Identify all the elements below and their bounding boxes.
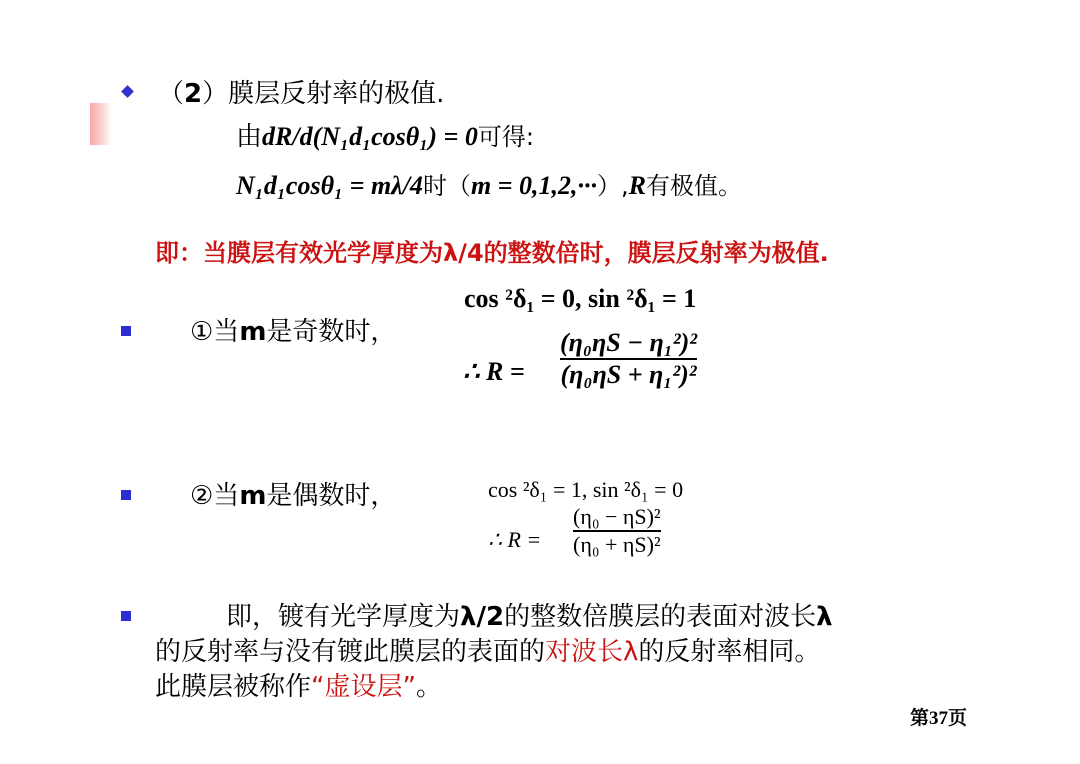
- odd-case-numerator: (η₀ηS − η₁²)²: [560, 328, 698, 357]
- extremum-condition: N₁d₁cosθ₁ = mλ/4时（m = 0,1,2,···）,R有极值。: [236, 171, 742, 200]
- decorative-accent-bar: [90, 103, 112, 145]
- even-case-fraction: [573, 504, 661, 558]
- section-heading: （2）膜层反射率的极值.: [158, 79, 445, 109]
- even-case-label: ②当m是偶数时，: [190, 481, 397, 511]
- odd-case-denominator: (η₀ηS + η₁²)²: [560, 359, 697, 389]
- conclusion-line-2: 的反射率与没有镀此膜层的表面的对波长λ的反射率相同。: [155, 637, 821, 667]
- derivative-condition: 由dR/d(N₁d₁cosθ₁) = 0可得:: [236, 122, 534, 152]
- quarter-wave-statement: 即：当膜层有效光学厚度为λ/4的整数倍时，膜层反射率为极值.: [155, 239, 829, 267]
- even-case-condition: cos ²δ₁ = 1, sin ²δ₁ = 0: [488, 477, 684, 502]
- diamond-bullet-icon: [121, 85, 134, 98]
- page-number: 第37页: [910, 708, 968, 729]
- conclusion-line-1: 即，镀有光学厚度为λ/2的整数倍膜层的表面对波长λ: [226, 602, 833, 632]
- conclusion-line-3: 此膜层被称作“虚设层”。: [155, 672, 442, 702]
- odd-case-therefore: ∴ R =: [463, 357, 525, 386]
- even-case-numerator: (η₀ − ηS)²: [573, 504, 661, 529]
- square-bullet-icon: [121, 490, 131, 500]
- odd-case-condition: cos ²δ₁ = 0, sin ²δ₁ = 1: [464, 284, 697, 313]
- square-bullet-icon: [121, 326, 131, 336]
- odd-case-label: ①当m是奇数时，: [190, 317, 397, 347]
- even-case-denominator: (η₀ + ηS)²: [573, 531, 661, 557]
- square-bullet-icon: [121, 611, 131, 621]
- odd-case-fraction: [560, 328, 697, 390]
- even-case-therefore: ∴ R =: [488, 527, 542, 552]
